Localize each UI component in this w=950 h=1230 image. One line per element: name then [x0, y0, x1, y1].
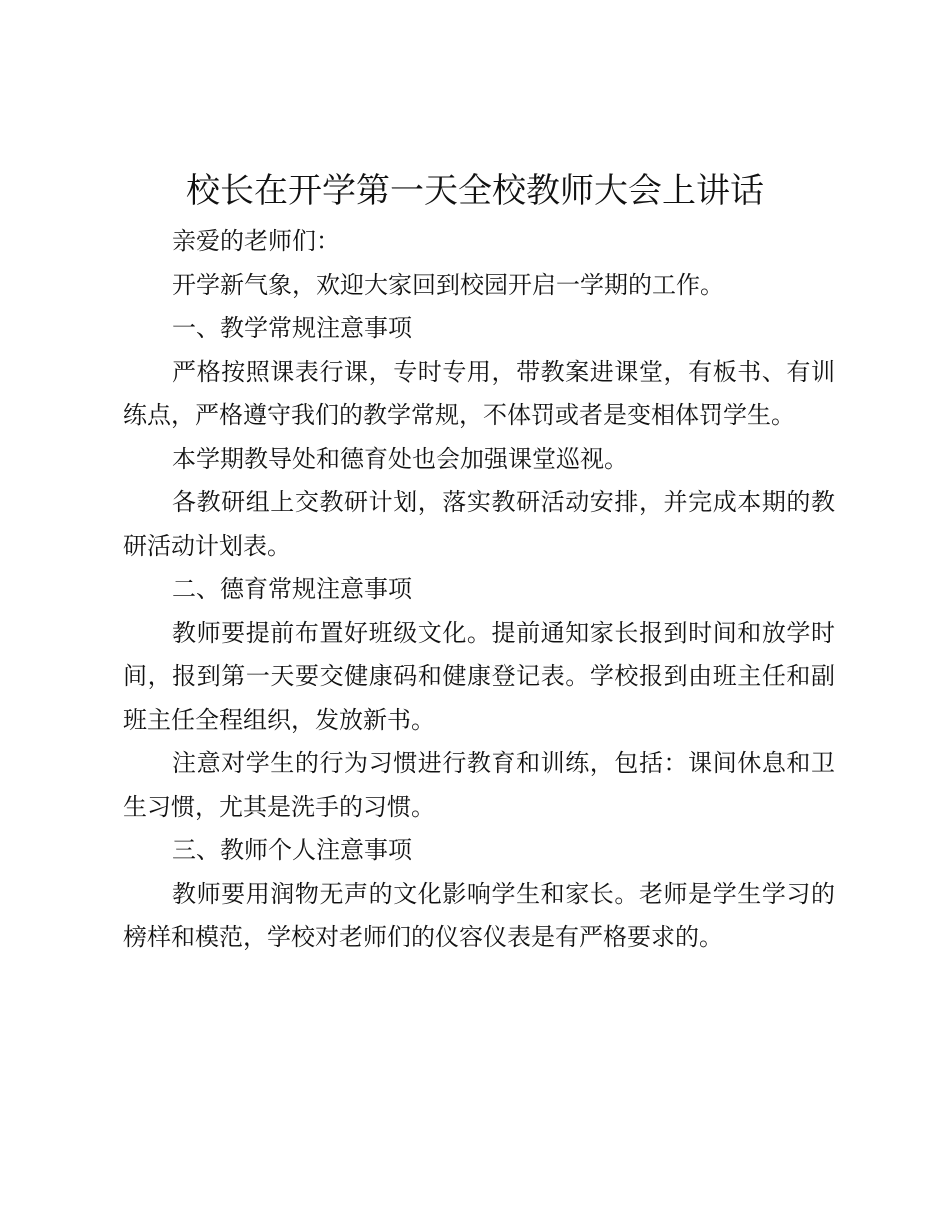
paragraph-teaching-rules: 严格按照课表行课，专时专用，带教案进课堂，有板书、有训练点，严格遵守我们的教学常规，不体罚或者是变相体罚学生。	[123, 357, 835, 429]
paragraph-inspection: 本学期教导处和德育处也会加强课堂巡视。	[172, 444, 628, 473]
document-title: 校长在开学第一天全校教师大会上讲话	[186, 171, 764, 211]
greeting: 亲爱的老师们：	[172, 227, 340, 255]
document-body	[123, 220, 835, 960]
paragraph-class-culture: 教师要提前布置好班级文化。提前通知家长报到时间和放学时间，报到第一天要交健康码和健康登记表。学校报到由班主任和副班主任全程组织，发放新书。	[123, 618, 835, 734]
intro-paragraph: 开学新气象，欢迎大家回到校园开启一学期的工作。	[172, 270, 724, 299]
section-heading-personal: 三、教师个人注意事项	[172, 836, 412, 864]
section-heading-moral: 二、德育常规注意事项	[172, 575, 412, 603]
paragraph-research-plan: 各教研组上交教研计划，落实教研活动安排，并完成本期的教研活动计划表。	[123, 488, 835, 560]
section-heading-teaching: 一、教学常规注意事项	[172, 314, 412, 342]
paragraph-habits: 注意对学生的行为习惯进行教育和训练，包括：课间休息和卫生习惯，尤其是洗手的习惯。	[123, 749, 835, 821]
paragraph-role-model: 教师要用润物无声的文化影响学生和家长。老师是学生学习的榜样和模范，学校对老师们的仪容仪表是有严格要求的。	[123, 879, 835, 951]
